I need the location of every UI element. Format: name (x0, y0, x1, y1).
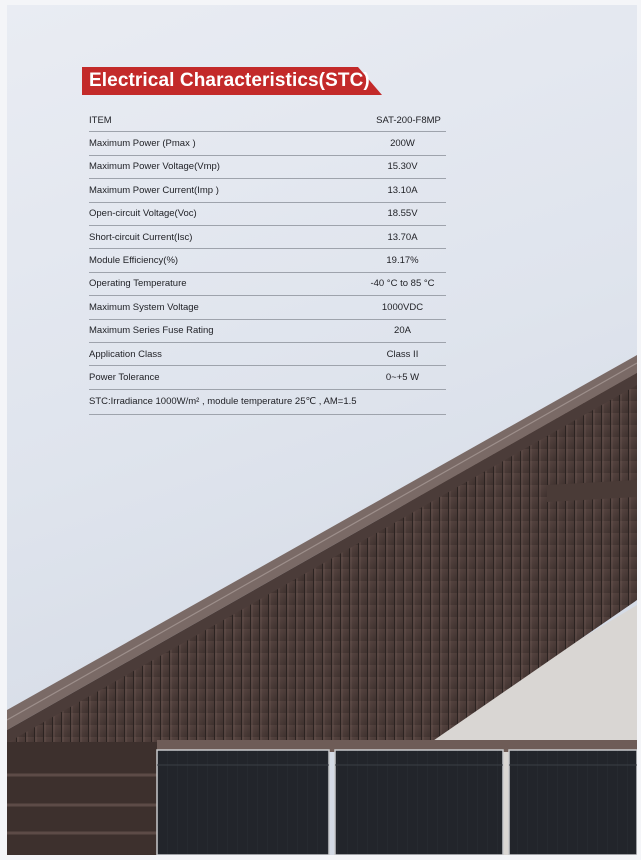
row-param: Short-circuit Current(Isc) (89, 225, 339, 248)
row-value: 1000VDC (339, 296, 446, 319)
solar-panel (335, 750, 503, 855)
spec-table (89, 109, 446, 415)
header-item: ITEM (89, 109, 339, 132)
table-header-row (89, 109, 446, 132)
page-title: Electrical Characteristics(STC) (89, 70, 370, 91)
table-row (89, 319, 446, 342)
row-value: Class II (339, 342, 446, 365)
table-row (89, 202, 446, 225)
row-value: -40 °C to 85 °C (339, 272, 446, 295)
datasheet-page (7, 5, 637, 855)
table-row (89, 342, 446, 365)
row-value: 0~+5 W (339, 366, 446, 389)
row-param: Module Efficiency(%) (89, 249, 339, 272)
row-param: Operating Temperature (89, 272, 339, 295)
table-row (89, 272, 446, 295)
row-param: Maximum Power Voltage(Vmp) (89, 155, 339, 178)
table-row (89, 179, 446, 202)
stc-note: STC:Irradiance 1000W/m² , module temperature 25℃ , AM=1.5 (89, 389, 446, 414)
table-row (89, 155, 446, 178)
row-param: Maximum Series Fuse Rating (89, 319, 339, 342)
table-row (89, 296, 446, 319)
stc-note-row (89, 389, 446, 414)
row-param: Open-circuit Voltage(Voc) (89, 202, 339, 225)
row-value: 20A (339, 319, 446, 342)
row-value: 18.55V (339, 202, 446, 225)
table-row (89, 249, 446, 272)
rafter-block (7, 742, 162, 855)
row-param: Maximum Power (Pmax ) (89, 132, 339, 155)
row-value: 200W (339, 132, 446, 155)
row-value: 19.17% (339, 249, 446, 272)
row-param: Power Tolerance (89, 366, 339, 389)
table-row (89, 366, 446, 389)
header-model: SAT-200-F8MP (339, 109, 446, 132)
row-param: Application Class (89, 342, 339, 365)
solar-panel (157, 750, 329, 855)
row-param: Maximum System Voltage (89, 296, 339, 319)
row-value: 15.30V (339, 155, 446, 178)
table-row (89, 132, 446, 155)
row-value: 13.10A (339, 179, 446, 202)
row-value: 13.70A (339, 225, 446, 248)
solar-panel (509, 750, 637, 855)
row-param: Maximum Power Current(Imp ) (89, 179, 339, 202)
table-row (89, 225, 446, 248)
